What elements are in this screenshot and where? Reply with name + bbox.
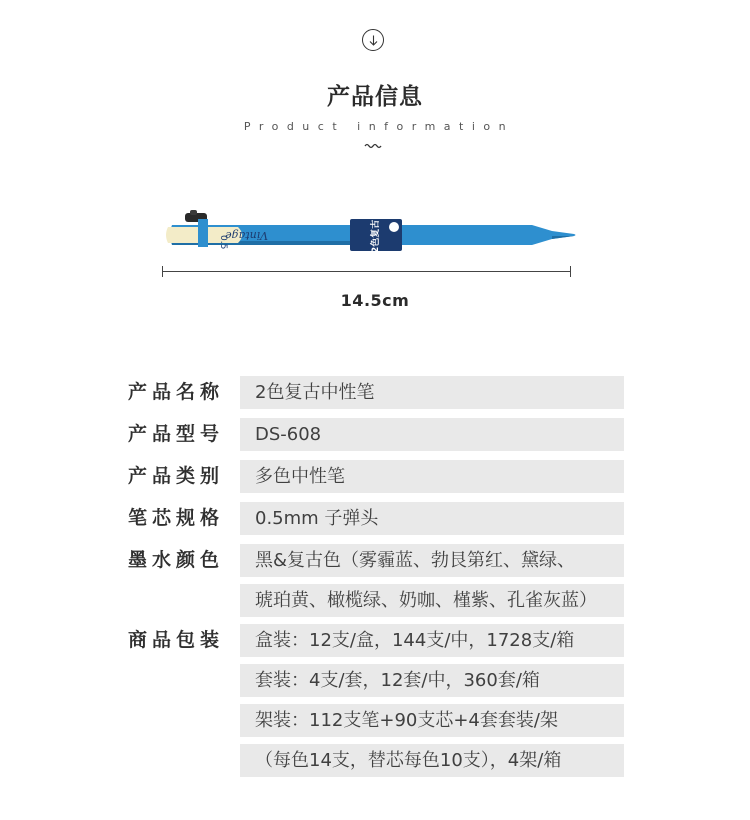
spec-value-pack-line-2: 套装：4支/套，12套/中，360套/箱 — [240, 664, 624, 697]
wave-icon — [364, 143, 384, 151]
spec-value-ink-line-2: 琥珀黄、橄榄绿、奶咖、槿紫、孔雀灰蓝） — [240, 584, 624, 617]
spec-label-refill: 笔芯规格 — [128, 507, 225, 529]
pen-band-text: 2色复古 — [371, 219, 381, 253]
spec-label-name: 产品名称 — [128, 381, 225, 403]
pen-brand-script: Vintage — [225, 229, 268, 242]
spec-value-ink-line-1: 黑&复古色（雾霾蓝、勃艮第红、黛绿、 — [240, 544, 624, 577]
spec-value-pack-line-1: 盒装：12支/盒，144支/中，1728支/箱 — [240, 624, 624, 657]
measure-line — [162, 271, 571, 272]
arrow-down-circle-icon — [362, 29, 384, 51]
spec-label-ink-colors: 墨水颜色 — [128, 549, 225, 571]
spec-value-pack-line-3: 架装：112支笔+90支芯+4套套装/架 — [240, 704, 624, 737]
page-title: 产品信息 — [327, 84, 423, 110]
page-subtitle: Product information — [243, 120, 515, 133]
spec-value-model: DS-608 — [240, 418, 624, 451]
measure-cap-right — [570, 266, 571, 277]
spec-value-name: 2色复古中性笔 — [240, 376, 624, 409]
spec-label-packaging: 商品包装 — [128, 629, 225, 651]
spec-value-category: 多色中性笔 — [240, 460, 624, 493]
spec-value-refill: 0.5mm 子弹头 — [240, 502, 624, 535]
pen-image — [160, 205, 580, 255]
spec-value-pack-line-4: （每色14支，替芯每色10支），4架/箱 — [240, 744, 624, 777]
pen-tip-size: 0.5 — [218, 235, 228, 250]
spec-label-category: 产品类别 — [128, 465, 225, 487]
spec-label-model: 产品型号 — [128, 423, 225, 445]
length-label: 14.5cm — [340, 291, 410, 310]
